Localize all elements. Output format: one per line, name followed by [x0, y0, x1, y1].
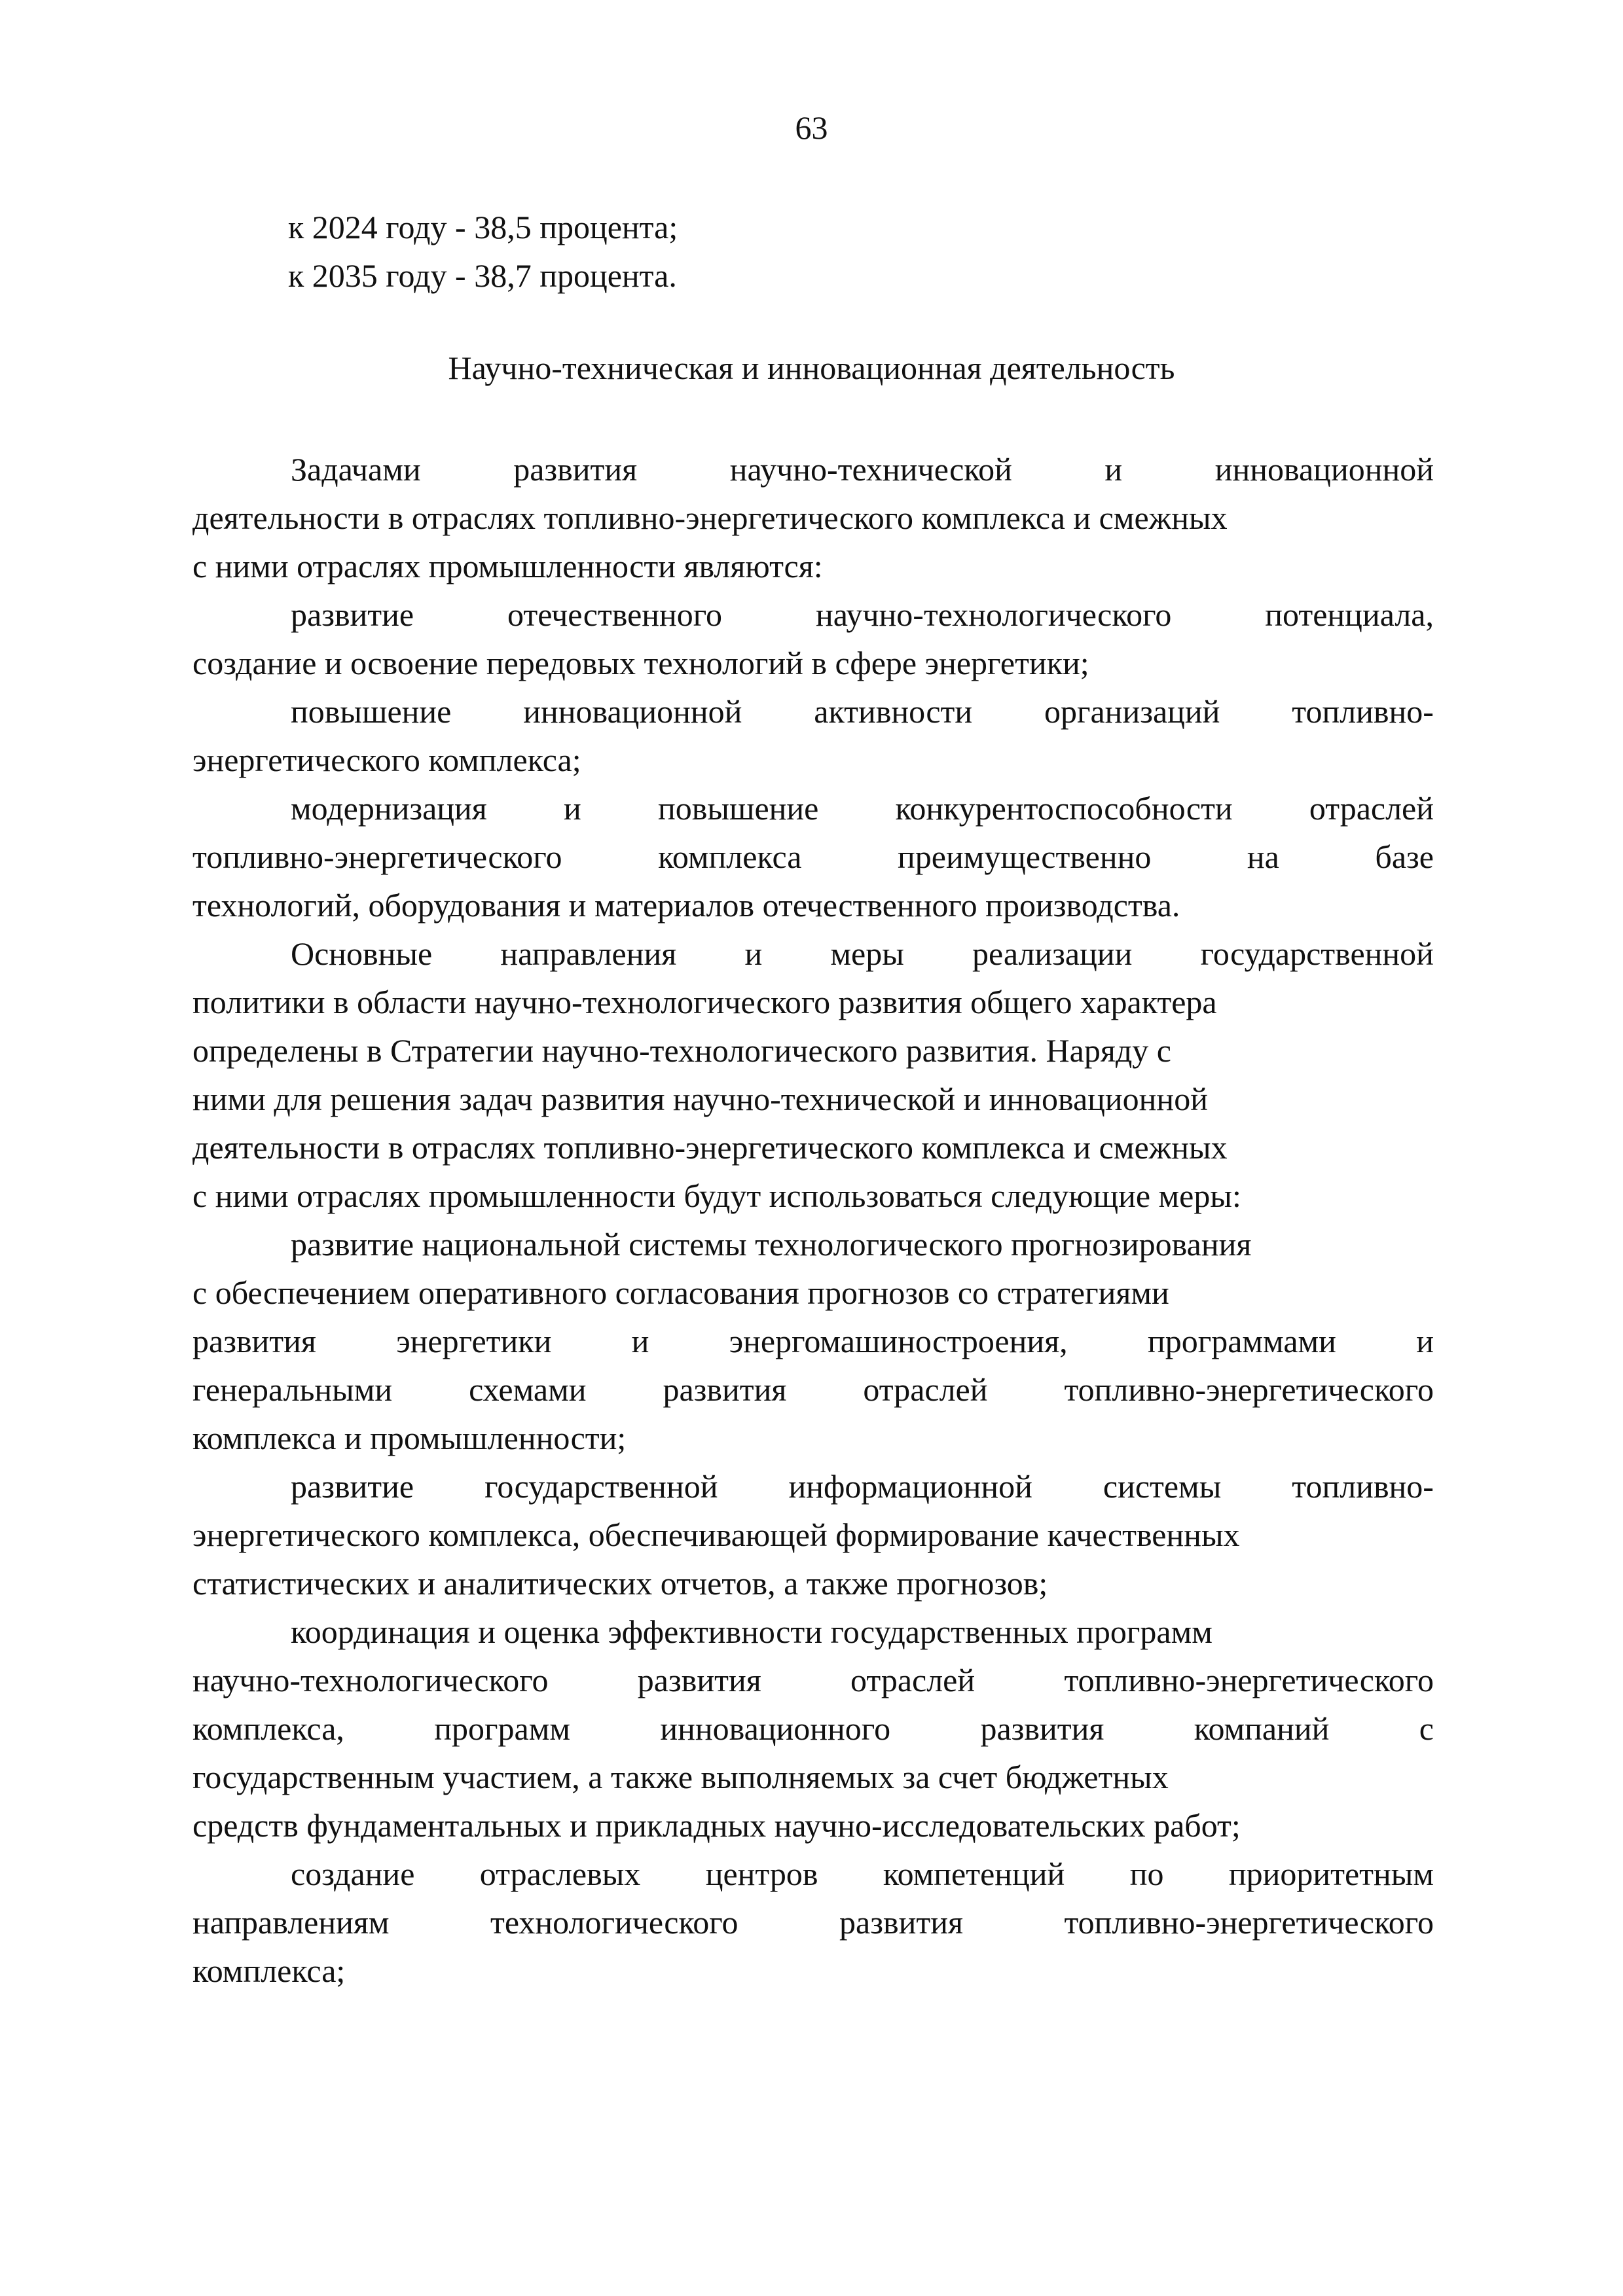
word: создание	[291, 1856, 415, 1892]
paragraph-line	[192, 784, 1434, 833]
word: компаний	[1194, 1710, 1330, 1747]
word: и	[1104, 451, 1123, 488]
paragraph-line	[192, 1365, 1434, 1414]
word: топливно-	[1292, 693, 1434, 730]
word: топливно-энергетического	[1064, 1904, 1434, 1941]
word: информационной	[788, 1468, 1032, 1505]
paragraph-line: с ними отраслях промышленности будут использоваться следующие меры:	[192, 1177, 1241, 1214]
word: организаций	[1044, 693, 1220, 730]
paragraph-line: комплекса и промышленности;	[192, 1420, 627, 1456]
paragraph-line: развитие национальной системы технологического прогнозирования	[291, 1226, 1252, 1263]
intro-block	[192, 203, 1434, 300]
word: развития	[980, 1710, 1104, 1747]
paragraph-line	[192, 1850, 1434, 1898]
word: по	[1129, 1856, 1164, 1892]
word: системы	[1103, 1468, 1222, 1505]
word: инновационной	[523, 693, 742, 730]
paragraph-line	[192, 1462, 1434, 1511]
word: и	[631, 1323, 649, 1359]
word: комплекса	[658, 838, 802, 875]
word: и	[744, 935, 763, 972]
word: отраслей	[850, 1662, 976, 1698]
paragraph-line: статистических и аналитических отчетов, а также прогнозов;	[192, 1565, 1048, 1602]
word: центров	[705, 1856, 818, 1892]
word: энергомашиностроения,	[729, 1323, 1068, 1359]
word: научно-технологического	[815, 596, 1172, 633]
word: активности	[814, 693, 973, 730]
word: Основные	[291, 935, 433, 972]
paragraph-line	[192, 833, 1434, 881]
paragraph-line	[192, 1656, 1434, 1704]
word: инновационной	[1214, 451, 1434, 488]
word: потенциала,	[1265, 596, 1434, 633]
word: на	[1247, 838, 1279, 875]
word: базе	[1375, 838, 1434, 875]
word: схемами	[469, 1371, 587, 1408]
paragraph-line	[192, 445, 1434, 493]
word: программ	[434, 1710, 570, 1747]
paragraph-line: с обеспечением оперативного согласования прогнозов со стратегиями	[192, 1274, 1169, 1311]
word: развития	[839, 1904, 963, 1941]
paragraph-line: средств фундаментальных и прикладных научно-исследовательских работ;	[192, 1807, 1241, 1844]
paragraph-line: деятельности в отраслях топливно-энергетического комплекса и смежных	[192, 1129, 1228, 1166]
word: развития	[192, 1323, 316, 1359]
word: инновационного	[660, 1710, 891, 1747]
paragraph-line: деятельности в отраслях топливно-энергетического комплекса и смежных	[192, 499, 1228, 536]
word: топливно-	[1292, 1468, 1434, 1505]
word: преимущественно	[898, 838, 1152, 875]
page-number: 63	[795, 109, 828, 146]
word: комплекса,	[192, 1710, 344, 1747]
paragraph-line	[192, 1898, 1434, 1946]
paragraph-line	[192, 590, 1434, 639]
word: конкурентоспособности	[895, 790, 1233, 827]
paragraph-line: комплекса;	[192, 1952, 346, 1989]
paragraph-line: определены в Стратегии научно-технологического развития. Наряду с	[192, 1032, 1171, 1069]
word: технологического	[490, 1904, 739, 1941]
paragraph-line: технологий, оборудования и материалов отечественного производства.	[192, 887, 1180, 924]
word: энергетики	[396, 1323, 552, 1359]
word: топливно-энергетического	[1064, 1371, 1434, 1408]
word: направления	[500, 935, 677, 972]
word: приоритетным	[1228, 1856, 1434, 1892]
paragraph-line: энергетического комплекса;	[192, 742, 581, 778]
paragraph-line: государственным участием, а также выполняемых за счет бюджетных	[192, 1759, 1169, 1795]
word: Задачами	[291, 451, 421, 488]
word: развитие	[291, 1468, 414, 1505]
section-heading: Научно-техническая и инновационная деятельность	[448, 350, 1175, 386]
paragraph-line: координация и оценка эффективности государственных программ	[291, 1613, 1213, 1650]
intro-line: к 2024 году - 38,5 процента;	[288, 209, 678, 245]
word: топливно-энергетического	[1064, 1662, 1434, 1698]
word: реализации	[972, 935, 1133, 972]
word: направлениям	[192, 1904, 390, 1941]
body-text	[192, 445, 1434, 1995]
paragraph-line: ними для решения задач развития научно-технической и инновационной	[192, 1081, 1208, 1117]
word: повышение	[657, 790, 819, 827]
paragraph-line	[192, 687, 1434, 736]
paragraph-line	[192, 929, 1434, 978]
word: с	[1419, 1710, 1434, 1747]
word: топливно-энергетического	[192, 838, 562, 875]
word: меры	[830, 935, 904, 972]
word: генеральными	[192, 1371, 393, 1408]
paragraph-line: энергетического комплекса, обеспечивающей формирование качественных	[192, 1516, 1240, 1553]
word: повышение	[291, 693, 452, 730]
word: программами	[1147, 1323, 1336, 1359]
word: и	[564, 790, 581, 827]
intro-line: к 2035 году - 38,7 процента.	[288, 257, 677, 294]
word: компетенций	[883, 1856, 1065, 1892]
word: отечественного	[507, 596, 723, 633]
word: отраслевых	[479, 1856, 641, 1892]
paragraph-line: политики в области научно-технологического развития общего характера	[192, 984, 1217, 1020]
word: и	[1416, 1323, 1434, 1359]
word: развития	[513, 451, 638, 488]
word: научно-технической	[729, 451, 1012, 488]
word: развитие	[291, 596, 414, 633]
word: государственной	[1200, 935, 1434, 972]
word: развития	[663, 1371, 787, 1408]
word: модернизация	[291, 790, 487, 827]
paragraph-line	[192, 1317, 1434, 1365]
paragraph-line: с ними отраслях промышленности являются:	[192, 548, 823, 584]
word: отраслей	[863, 1371, 988, 1408]
word: отраслей	[1309, 790, 1434, 827]
paragraph-line	[192, 1704, 1434, 1753]
word: государственной	[484, 1468, 718, 1505]
word: научно-технологического	[192, 1662, 549, 1698]
paragraph-line: создание и освоение передовых технологий в сфере энергетики;	[192, 645, 1089, 681]
word: развития	[637, 1662, 761, 1698]
